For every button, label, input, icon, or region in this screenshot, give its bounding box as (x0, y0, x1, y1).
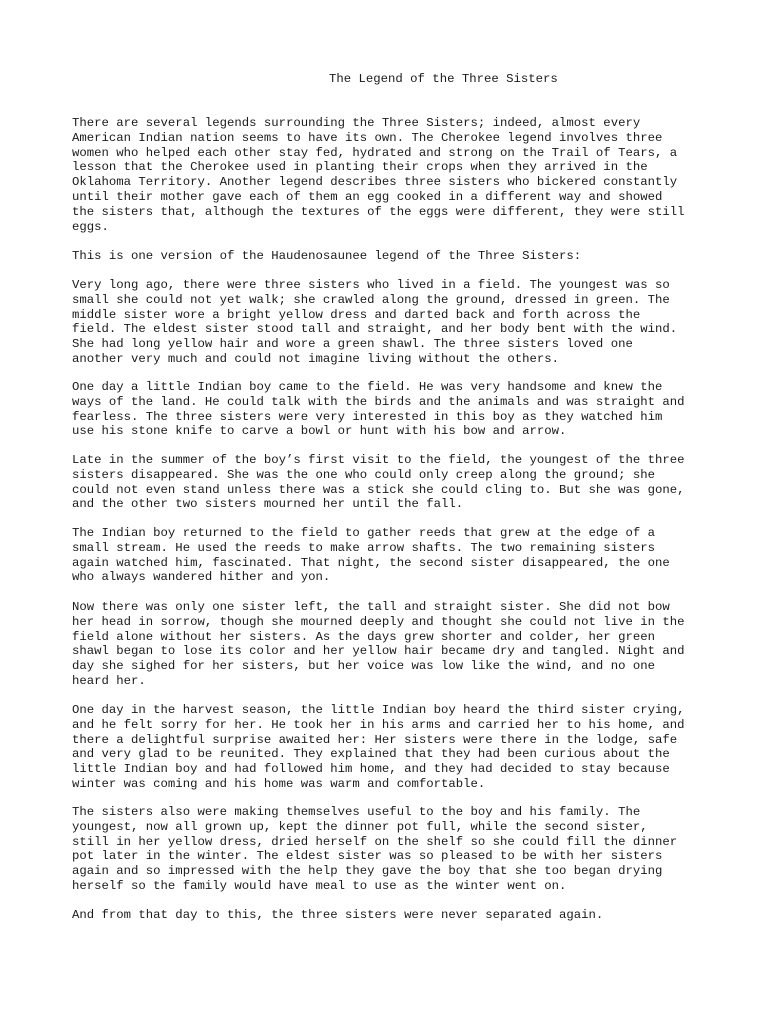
paragraph-8 (72, 703, 685, 792)
text-line: could not even stand unless there was a stick she could cling to. But she was gone, (72, 482, 685, 497)
text-line: herself so the family would have meal to use as the winter went on. (72, 878, 567, 893)
paragraph-7 (72, 600, 685, 689)
text-line: heard her. (72, 673, 146, 688)
document-title: The Legend of the Three Sisters (329, 72, 558, 86)
text-line: One day a little Indian boy came to the field. He was very handsome and knew the (72, 380, 663, 394)
text-line: Late in the summer of the boy’s first visit to the field, the youngest of the three (72, 453, 685, 467)
text-line: One day in the harvest season, the little Indian boy heard the third sister crying, (72, 703, 685, 717)
text-line: shawl began to lose its color and her yellow hair became dry and tangled. Night and (72, 644, 685, 659)
text-line: her head in sorrow, though she mourned deeply and thought she could not live in the (72, 614, 685, 629)
paragraph-1 (72, 116, 685, 234)
text-line: there a delightful surprise awaited her: Her sisters were there in the lodge, safe (72, 732, 678, 747)
text-line: and the other two sisters mourned her until the fall. (72, 497, 464, 512)
text-line: Very long ago, there were three sisters who lived in a field. The youngest was so (72, 278, 670, 292)
paragraph-10 (72, 908, 603, 923)
text-line: field alone without her sisters. As the days grew shorter and colder, her green (72, 629, 655, 644)
text-line: small stream. He used the reeds to make arrow shafts. The two remaining sisters (72, 540, 655, 555)
text-line: The sisters also were making themselves useful to the boy and his family. The (72, 805, 641, 819)
text-line: middle sister wore a bright yellow dress and darted back and forth across the (72, 307, 641, 322)
text-line: Oklahoma Territory. Another legend describes three sisters who bickered constantly (72, 175, 678, 190)
text-line: women who helped each other stay fed, hydrated and strong on the Trail of Tears, a (72, 145, 678, 160)
text-line: There are several legends surrounding the Three Sisters; indeed, almost every (72, 116, 641, 130)
text-line: sisters disappeared. She was the one who could only creep along the ground; she (72, 467, 655, 482)
text-line: This is one version of the Haudenosaunee legend of the Three Sisters: (72, 249, 582, 263)
text-line: until their mother gave each of them an egg cooked in a different way and showed (72, 189, 663, 204)
text-line: still in her yellow dress, dried herself on the shelf so she could fill the dinner (72, 834, 678, 849)
text-line: field. The eldest sister stood tall and straight, and her body bent with the wind. (72, 322, 678, 337)
text-line: day she sighed for her sisters, but her voice was low like the wind, and no one (72, 659, 655, 674)
paragraph-9 (72, 805, 677, 894)
text-line: The Indian boy returned to the field to gather reeds that grew at the edge of a (72, 526, 655, 540)
text-line: And from that day to this, the three sisters were never separated again. (72, 908, 604, 922)
text-line: use his stone knife to carve a bowl or hunt with his bow and arrow. (72, 424, 567, 439)
text-line: who always wandered hither and yon. (72, 570, 331, 585)
text-line: another very much and could not imagine living without the others. (72, 351, 560, 366)
text-line: fearless. The three sisters were very interested in this boy as they watched him (72, 409, 663, 424)
text-line: She had long yellow hair and wore a green shawl. The three sisters loved one (72, 337, 633, 352)
text-line: little Indian boy and had followed him home, and they had decided to stay because (72, 762, 670, 777)
text-line: ways of the land. He could talk with the birds and the animals and was straight and (72, 394, 685, 409)
text-line: pot later in the winter. The eldest sister was so pleased to be with her sisters (72, 849, 663, 864)
text-line: youngest, now all grown up, kept the dinner pot full, while the second sister, (72, 819, 648, 834)
text-line: eggs. (72, 219, 109, 234)
text-line: and very glad to be reunited. They explained that they had been curious about the (72, 747, 670, 762)
text-line: the sisters that, although the textures of the eggs were different, they were still (72, 204, 685, 219)
paragraph-4 (72, 380, 685, 439)
text-line: and he felt sorry for her. He took her in his arms and carried her to his home, and (72, 717, 685, 732)
text-line: winter was coming and his home was warm and comfortable. (72, 776, 486, 791)
text-line: lesson that the Cherokee used in planting their crops when they arrived in the (72, 160, 648, 175)
paragraph-2 (72, 249, 581, 264)
text-line: Now there was only one sister left, the tall and straight sister. She did not bow (72, 600, 670, 614)
paragraph-3 (72, 278, 677, 367)
text-line: American Indian nation seems to have its own. The Cherokee legend involves three (72, 130, 663, 145)
paragraph-6 (72, 526, 670, 585)
text-line: again and so impressed with the help they gave the boy that she too began drying (72, 864, 663, 879)
paragraph-5 (72, 453, 685, 512)
text-line: again watched him, fascinated. That night, the second sister disappeared, the one (72, 555, 670, 570)
text-line: small she could not yet walk; she crawled along the ground, dressed in green. The (72, 292, 670, 307)
